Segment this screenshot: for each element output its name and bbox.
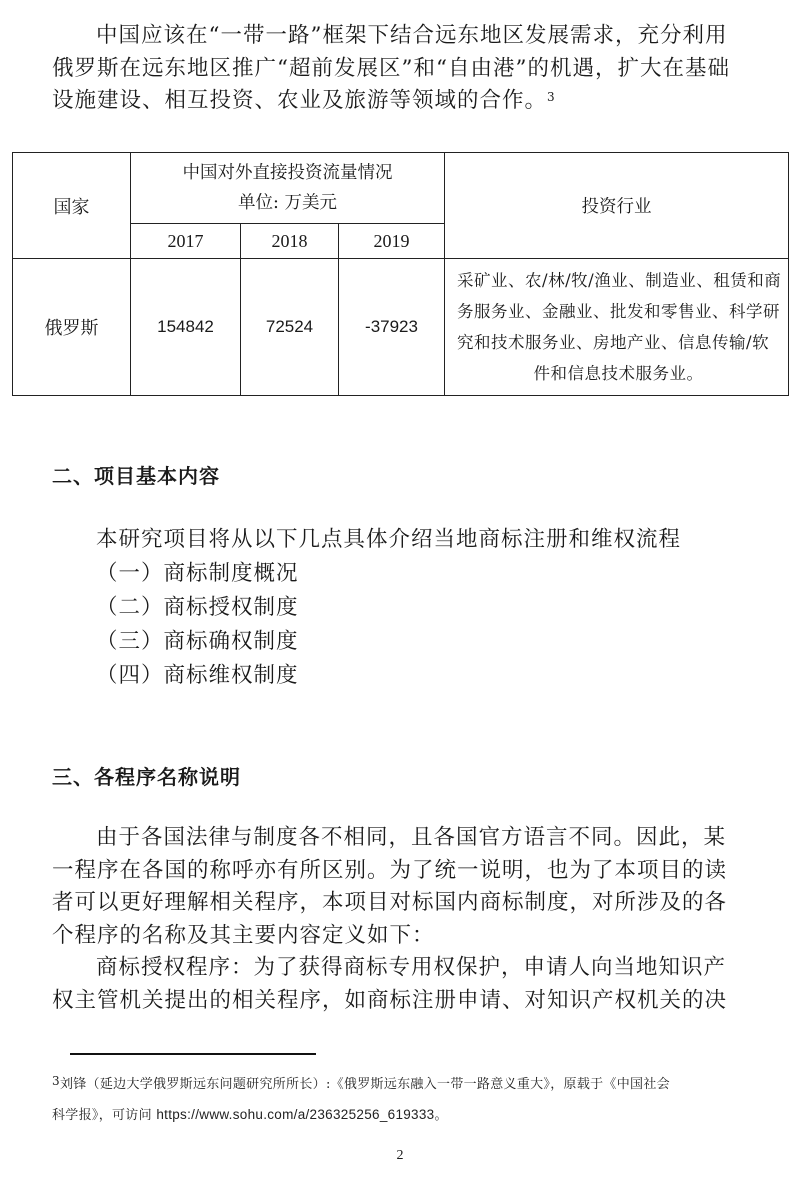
paragraph-line: 商标授权程序：为了获得商标专用权保护，申请人向当地知识产 [96, 955, 727, 980]
industry-line: 采矿业、农/林/牧/渔业、制造业、租赁和商 [457, 271, 782, 290]
section2-intro: 本研究项目将从以下几点具体介绍当地商标注册和维权流程 [96, 527, 682, 552]
table-row [13, 259, 789, 396]
footnote [52, 1070, 762, 1131]
country-header: 国家 [13, 153, 131, 259]
section2-heading: 二、项目基本内容 [52, 464, 220, 488]
investment-table [12, 152, 789, 396]
year-header: 2017 [131, 224, 241, 259]
flow-header-title: 中国对外直接投资流量情况 [182, 163, 393, 183]
intro-paragraph [52, 20, 752, 118]
footnote-number: 3 [52, 1074, 60, 1088]
paragraph-line: 个程序的名称及其主要内容定义如下： [52, 922, 435, 948]
year-header: 2019 [339, 224, 445, 259]
industry-line: 究和技术服务业、房地产业、信息传输/软 [457, 333, 770, 352]
flow-header-unit: 单位: 万美元 [238, 193, 337, 213]
industry-line: 务服务业、金融业、批发和零售业、科学研 [457, 302, 781, 321]
section3-heading: 三、各程序名称说明 [52, 765, 241, 789]
page-number: 2 [396, 1148, 404, 1163]
intro-line-3: 设施建设、相互投资、农业及旅游等领域的合作。$^3$ [52, 88, 556, 113]
country-cell: 俄罗斯 [13, 259, 131, 396]
section3-paragraph-1 [52, 822, 752, 1017]
footnote-line-2: 科学报》，可访问 https://www.sohu.com/a/236325256_619333。 [52, 1107, 448, 1123]
industry-cell [445, 259, 789, 396]
paragraph-line: 由于各国法律与制度各不相同，且各国官方语言不同。因此，某 [96, 825, 727, 850]
footnote-line-1: $^3$刘锋（延边大学俄罗斯远东问题研究所所长）:《俄罗斯远东融入一带一路意义重大》，原载于《中国社会 [52, 1074, 670, 1092]
list-item: （二）商标授权制度 [96, 595, 299, 620]
industry-line: 件和信息技术服务业。 [533, 364, 704, 383]
value-cell: 154842 [131, 259, 241, 396]
list-item: （四）商标维权制度 [96, 663, 299, 688]
paragraph-line: 权主管机关提出的相关程序，如商标注册申请、对知识产权机关的决 [52, 987, 728, 1013]
year-header: 2018 [241, 224, 339, 259]
intro-line-2: 俄罗斯在远东地区推广“超前发展区”和“自由港”的机遇，扩大在基础 [52, 55, 730, 81]
list-item: （一）商标制度概况 [96, 561, 299, 586]
value-cell: 72524 [241, 259, 339, 396]
intro-line-1: 中国应该在“一带一路”框架下结合远东地区发展需求，充分利用 [96, 23, 728, 48]
list-item: （三）商标确权制度 [96, 629, 299, 654]
footnote-ref[interactable]: 3 [547, 90, 556, 104]
footnote-link[interactable]: https://www.sohu.com/a/236325256_619333 [156, 1107, 435, 1122]
section2-list [52, 523, 752, 693]
value-cell: -37923 [339, 259, 445, 396]
footnote-divider [70, 1053, 316, 1055]
paragraph-line: 者可以更好理解相关程序，本项目对标国内商标制度，对所涉及的各 [52, 890, 728, 915]
industry-header: 投资行业 [445, 153, 789, 259]
flow-header [131, 153, 445, 224]
paragraph-line: 一程序在各国的称呼亦有所区别。为了统一说明，也为了本项目的读 [52, 857, 728, 883]
